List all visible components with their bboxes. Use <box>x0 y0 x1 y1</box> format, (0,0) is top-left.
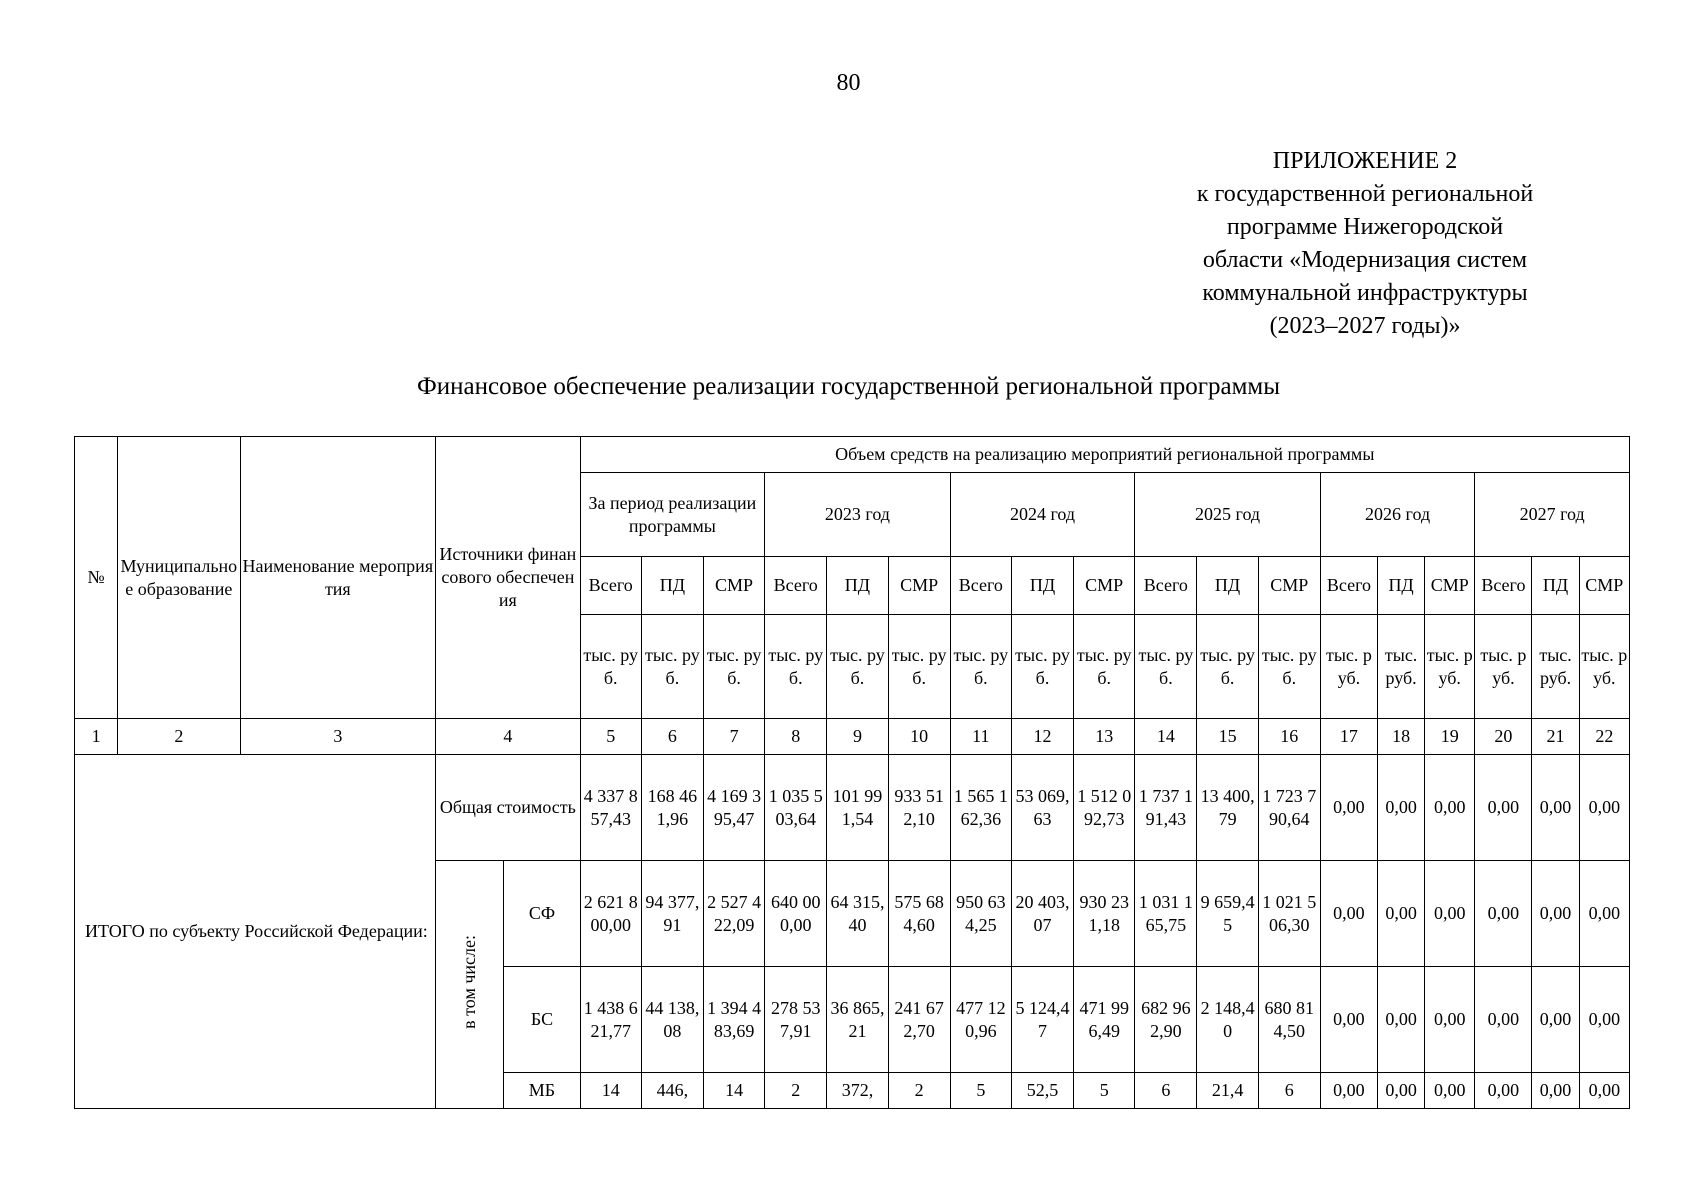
table-cell: 6 <box>1135 1073 1197 1109</box>
table-cell: 0,00 <box>1378 1073 1425 1109</box>
header-smr: СМР <box>1579 557 1629 615</box>
table-cell: 1 031 165,75 <box>1135 861 1197 967</box>
header-unit: тыс. руб. <box>827 615 888 719</box>
table-cell: 1 512 092,73 <box>1074 755 1135 861</box>
source-label: СФ <box>504 861 580 967</box>
table-cell: 0,00 <box>1475 967 1532 1073</box>
table-cell: 0,00 <box>1532 861 1579 967</box>
table-cell: 14 <box>580 1073 641 1109</box>
column-number: 22 <box>1579 719 1629 755</box>
header-unit: тыс. руб. <box>1320 615 1377 719</box>
column-number: 13 <box>1074 719 1135 755</box>
table-cell: 9 659,45 <box>1197 861 1258 967</box>
header-smr: СМР <box>703 557 764 615</box>
page-number: 80 <box>836 70 861 96</box>
header-unit: тыс. руб. <box>765 615 827 719</box>
header-volume: Объем средств на реализацию мероприятий региональной программы <box>580 437 1629 473</box>
table-cell: 44 138,08 <box>641 967 703 1073</box>
table-cell: 101 991,54 <box>827 755 888 861</box>
financing-table <box>74 436 1630 1109</box>
table-cell: 477 120,96 <box>950 967 1011 1073</box>
table-cell: 2 527 422,09 <box>703 861 764 967</box>
header-unit: тыс. руб. <box>1197 615 1258 719</box>
table-cell: 5 124,47 <box>1011 967 1073 1073</box>
table-cell: 1 737 191,43 <box>1135 755 1197 861</box>
table-cell: 5 <box>950 1073 1011 1109</box>
header-total: Всего <box>1475 557 1532 615</box>
table-cell: 0,00 <box>1532 755 1579 861</box>
header-unit: тыс. руб. <box>1579 615 1629 719</box>
table-cell: 950 634,25 <box>950 861 1011 967</box>
table-cell: 1 021 506,30 <box>1258 861 1320 967</box>
header-total: Всего <box>580 557 641 615</box>
source-label: МБ <box>504 1073 580 1109</box>
header-total: Всего <box>950 557 1011 615</box>
table-cell: 0,00 <box>1320 1073 1377 1109</box>
appendix-line: ПРИЛОЖЕНИЕ 2 <box>1272 148 1458 174</box>
table-cell: 930 231,18 <box>1074 861 1135 967</box>
appendix-line: программе Нижегородской <box>1226 214 1504 240</box>
column-number: 9 <box>827 719 888 755</box>
column-number: 16 <box>1258 719 1320 755</box>
table-cell: 575 684,60 <box>888 861 950 967</box>
table-cell: 1 035 503,64 <box>765 755 827 861</box>
table-cell: 0,00 <box>1425 861 1475 967</box>
table-cell: 0,00 <box>1475 755 1532 861</box>
header-row-1 <box>75 437 1630 473</box>
column-number: 7 <box>703 719 764 755</box>
header-pd: ПД <box>1378 557 1425 615</box>
including-label-cell <box>436 861 504 1109</box>
column-number: 19 <box>1425 719 1475 755</box>
table-cell: 5 <box>1074 1073 1135 1109</box>
table-cell: 2 <box>765 1073 827 1109</box>
header-unit: тыс. руб. <box>1258 615 1320 719</box>
table-cell: 0,00 <box>1475 861 1532 967</box>
header-unit: тыс. руб. <box>703 615 764 719</box>
header-unit: тыс. руб. <box>1425 615 1475 719</box>
appendix-line: области «Модернизация систем <box>1202 247 1528 273</box>
table-cell: 0,00 <box>1378 755 1425 861</box>
table-cell: 0,00 <box>1532 967 1579 1073</box>
column-number: 5 <box>580 719 641 755</box>
header-year-2024: 2024 год <box>950 473 1135 557</box>
general-cost-label: Общая стоимость <box>436 755 580 861</box>
itogo-label: ИТОГО по субъекту Российской Федерации: <box>75 755 436 1109</box>
column-number: 20 <box>1475 719 1532 755</box>
header-pd: ПД <box>1011 557 1073 615</box>
header-municipality: Муниципальное образование <box>118 437 240 719</box>
header-unit: тыс. руб. <box>1011 615 1073 719</box>
table-cell: 1 394 483,69 <box>703 967 764 1073</box>
column-number: 6 <box>641 719 703 755</box>
table-cell: 0,00 <box>1579 755 1629 861</box>
column-number: 10 <box>888 719 950 755</box>
header-unit: тыс. руб. <box>1475 615 1532 719</box>
appendix-line: (2023–2027 годы)» <box>1269 313 1461 339</box>
column-number: 17 <box>1320 719 1377 755</box>
table-cell: 4 169 395,47 <box>703 755 764 861</box>
table-cell: 241 672,70 <box>888 967 950 1073</box>
column-number: 12 <box>1011 719 1073 755</box>
document-title: Финансовое обеспечение реализации государственной региональной программы <box>416 373 1281 400</box>
header-smr: СМР <box>1258 557 1320 615</box>
table-cell: 2 <box>888 1073 950 1109</box>
table-cell: 0,00 <box>1532 1073 1579 1109</box>
table-cell: 1 723 790,64 <box>1258 755 1320 861</box>
appendix-line: к государственной региональной <box>1196 181 1534 207</box>
table-cell: 680 814,50 <box>1258 967 1320 1073</box>
column-number: 21 <box>1532 719 1579 755</box>
header-total: Всего <box>1320 557 1377 615</box>
table-cell: 168 461,96 <box>641 755 703 861</box>
column-number: 8 <box>765 719 827 755</box>
header-total: Всего <box>1135 557 1197 615</box>
column-number: 15 <box>1197 719 1258 755</box>
header-num: № <box>75 437 118 719</box>
column-number: 1 <box>75 719 118 755</box>
header-pd: ПД <box>827 557 888 615</box>
table-cell: 64 315,40 <box>827 861 888 967</box>
table-cell: 0,00 <box>1425 967 1475 1073</box>
table-cell: 0,00 <box>1425 1073 1475 1109</box>
column-number: 14 <box>1135 719 1197 755</box>
table-cell: 94 377,91 <box>641 861 703 967</box>
column-number: 11 <box>950 719 1011 755</box>
table-cell: 446, <box>641 1073 703 1109</box>
table-cell: 1 565 162,36 <box>950 755 1011 861</box>
including-label: в том числе: <box>459 934 480 1029</box>
header-year-2027: 2027 год <box>1475 473 1630 557</box>
table-cell: 36 865,21 <box>827 967 888 1073</box>
table-cell: 0,00 <box>1320 861 1377 967</box>
table-cell: 1 438 621,77 <box>580 967 641 1073</box>
table-cell: 2 621 800,00 <box>580 861 641 967</box>
header-year-2025: 2025 год <box>1135 473 1321 557</box>
table-cell: 0,00 <box>1579 967 1629 1073</box>
header-year-2023: 2023 год <box>765 473 951 557</box>
table-cell: 13 400,79 <box>1197 755 1258 861</box>
table-cell: 682 962,90 <box>1135 967 1197 1073</box>
table-cell: 0,00 <box>1579 861 1629 967</box>
column-number: 4 <box>436 719 580 755</box>
table-cell: 0,00 <box>1378 861 1425 967</box>
table-cell: 0,00 <box>1378 967 1425 1073</box>
table-cell: 14 <box>703 1073 764 1109</box>
column-number-row <box>75 719 1630 755</box>
column-number: 2 <box>118 719 240 755</box>
table-cell: 933 512,10 <box>888 755 950 861</box>
header-year-2026: 2026 год <box>1320 473 1474 557</box>
column-number: 18 <box>1378 719 1425 755</box>
header-pd: ПД <box>1197 557 1258 615</box>
table-cell: 0,00 <box>1320 967 1377 1073</box>
header-total: Всего <box>765 557 827 615</box>
table-cell: 640 000,00 <box>765 861 827 967</box>
header-unit: тыс. руб. <box>950 615 1011 719</box>
table-row <box>75 755 1630 861</box>
header-unit: тыс. руб. <box>1378 615 1425 719</box>
table-cell: 0,00 <box>1320 755 1377 861</box>
column-number: 3 <box>240 719 436 755</box>
header-pd: ПД <box>1532 557 1579 615</box>
table-cell: 0,00 <box>1475 1073 1532 1109</box>
table-cell: 278 537,91 <box>765 967 827 1073</box>
table-cell: 20 403,07 <box>1011 861 1073 967</box>
table-cell: 21,4 <box>1197 1073 1258 1109</box>
table-cell: 372, <box>827 1073 888 1109</box>
appendix-block <box>1140 145 1590 343</box>
header-smr: СМР <box>888 557 950 615</box>
header-unit: тыс. руб. <box>1532 615 1579 719</box>
table-cell: 471 996,49 <box>1074 967 1135 1073</box>
header-unit: тыс. руб. <box>1135 615 1197 719</box>
table-cell: 52,5 <box>1011 1073 1073 1109</box>
header-unit: тыс. руб. <box>641 615 703 719</box>
header-sources: Источники финансового обеспечения <box>436 437 580 719</box>
appendix-line: коммунальной инфраструктуры <box>1202 280 1528 306</box>
source-label: БС <box>504 967 580 1073</box>
header-event: Наименование мероприятия <box>240 437 436 719</box>
table-cell: 4 337 857,43 <box>580 755 641 861</box>
table-cell: 2 148,40 <box>1197 967 1258 1073</box>
header-period: За период реализации программы <box>580 473 765 557</box>
header-smr: СМР <box>1425 557 1475 615</box>
table-cell: 0,00 <box>1425 755 1475 861</box>
header-unit: тыс. руб. <box>888 615 950 719</box>
table-cell: 53 069,63 <box>1011 755 1073 861</box>
header-pd: ПД <box>641 557 703 615</box>
table-cell: 0,00 <box>1579 1073 1629 1109</box>
header-unit: тыс. руб. <box>1074 615 1135 719</box>
header-unit: тыс. руб. <box>580 615 641 719</box>
header-smr: СМР <box>1074 557 1135 615</box>
table-cell: 6 <box>1258 1073 1320 1109</box>
